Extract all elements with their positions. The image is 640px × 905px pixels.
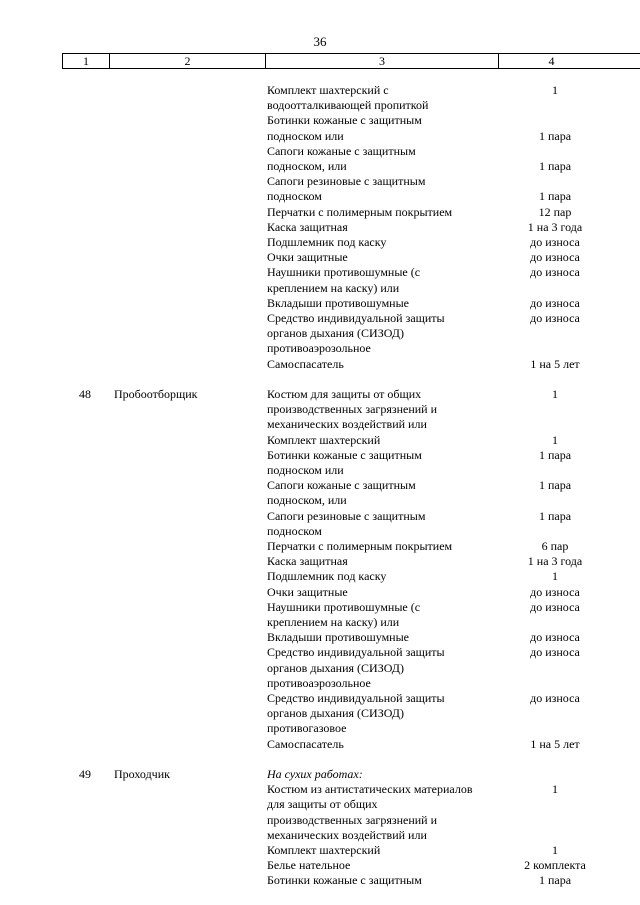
ppe-item-line: Самоспасатель [267, 356, 344, 371]
ppe-item-line: подноском, или [267, 159, 347, 173]
ppe-item-line: подноском или [267, 128, 344, 143]
ppe-quantity: 6 пар [541, 539, 569, 553]
table-header [62, 53, 640, 69]
ppe-item-line: Белье нательное [267, 858, 351, 873]
ppe-item-line: Средство индивидуальной защиты [267, 311, 445, 325]
ppe-quantity: до износа [530, 691, 580, 705]
row-number: 49 [79, 767, 91, 781]
ppe-item-line: для защиты от общих [267, 797, 378, 812]
ppe-item-line: Очки защитные [267, 584, 348, 599]
ppe-quantity: 1 пара [538, 873, 572, 888]
ppe-item-line: Ботинки кожаные с защитным [267, 873, 422, 888]
ppe-item-line: производственных загрязнений и [267, 812, 438, 827]
ppe-quantity: 1 [552, 569, 558, 584]
ppe-quantity: 1 [552, 782, 558, 797]
ppe-item-line: Сапоги резиновые с защитным [267, 508, 426, 523]
row-number: 48 [79, 387, 91, 401]
ppe-quantity: 1 [552, 432, 558, 447]
profession-name: Проходчик [114, 767, 170, 781]
ppe-quantity: до износа [530, 599, 580, 614]
ppe-quantity: до износа [530, 235, 580, 249]
ppe-quantity: 1 пара [538, 159, 572, 173]
ppe-quantity: 12 пар [538, 204, 572, 219]
ppe-item-line: Каска защитная [267, 554, 348, 569]
ppe-quantity: 2 комплекта [524, 858, 586, 873]
ppe-item-line: органов дыхания (СИЗОД) [267, 326, 404, 341]
ppe-quantity: до износа [530, 630, 580, 645]
ppe-item-line: Сапоги кожаные с защитным [267, 478, 416, 493]
ppe-item-line: Средство индивидуальной защиты [267, 645, 445, 660]
ppe-item-line: подноском [267, 189, 322, 204]
ppe-item-line: противоаэрозольное [267, 341, 371, 356]
ppe-quantity: 1 на 3 года [527, 219, 583, 234]
ppe-item-line: Комплект шахтерский [267, 843, 381, 857]
ppe-item-line: Сапоги кожаные с защитным [267, 143, 416, 158]
ppe-item-line: механических воздействий или [267, 827, 427, 842]
ppe-quantity: 1 [552, 387, 558, 401]
ppe-quantity: 1 на 5 лет [530, 356, 580, 371]
ppe-item-line: Очки защитные [267, 250, 348, 265]
ppe-item-line: Перчатки с полимерным покрытием [267, 539, 453, 553]
ppe-quantity: до износа [530, 250, 580, 265]
ppe-quantity: 1 пара [538, 478, 572, 493]
ppe-item-line: Подшлемник под каску [267, 235, 387, 249]
ppe-item-line: Каска защитная [267, 219, 348, 234]
header-col-4: 4 [548, 54, 555, 68]
ppe-quantity: 1 пара [538, 189, 572, 204]
ppe-item-line: Комплект шахтерский с [267, 83, 389, 97]
ppe-item-line: Сапоги резиновые с защитным [267, 174, 426, 189]
ppe-item-line: Перчатки с полимерным покрытием [267, 204, 453, 219]
ppe-item-line: На сухих работах: [267, 767, 363, 781]
ppe-item-line: подноском [267, 523, 322, 538]
ppe-quantity: до износа [530, 645, 580, 660]
ppe-item-line: Вкладыши противошумные [267, 295, 409, 310]
ppe-item-line: органов дыхания (СИЗОД) [267, 706, 404, 721]
ppe-item-line: Костюм из антистатических материалов [267, 782, 473, 797]
ppe-quantity: 1 [552, 843, 558, 857]
ppe-item-line: Вкладыши противошумные [267, 630, 409, 645]
ppe-item-line: креплением на каску) или [267, 280, 400, 295]
ppe-quantity: до износа [530, 311, 580, 325]
ppe-item-line: водоотталкивающей пропиткой [267, 98, 429, 113]
ppe-item-line: Наушники противошумные (с [267, 265, 421, 280]
ppe-item-line: Самоспасатель [267, 736, 344, 751]
header-col-1: 1 [83, 54, 89, 68]
header-col-3: 3 [379, 54, 385, 68]
ppe-quantity: до износа [530, 584, 580, 599]
ppe-quantity: до износа [530, 295, 580, 310]
ppe-item-line: креплением на каску) или [267, 615, 400, 629]
ppe-quantity: 1 пара [538, 508, 572, 523]
ppe-item-line: подноском или [267, 463, 344, 477]
ppe-quantity: 1 пара [538, 128, 572, 143]
ppe-quantity: 1 пара [538, 447, 572, 462]
ppe-quantity: до износа [530, 265, 580, 280]
ppe-item-line: подноском, или [267, 493, 347, 508]
ppe-item-line: Подшлемник под каску [267, 569, 387, 584]
profession-name: Пробоотборщик [114, 387, 198, 401]
ppe-item-line: противоаэрозольное [267, 675, 371, 690]
ppe-item-line: механических воздействий или [267, 417, 427, 432]
ppe-item-line: Комплект шахтерский [267, 432, 381, 447]
page-number: 36 [313, 34, 327, 49]
ppe-quantity: 1 на 3 года [527, 554, 583, 569]
ppe-item-line: производственных загрязнений и [267, 402, 438, 417]
ppe-item-line: Ботинки кожаные с защитным [267, 447, 422, 462]
ppe-item-line: Ботинки кожаные с защитным [267, 113, 422, 128]
ppe-item-line: Костюм для защиты от общих [267, 387, 422, 401]
ppe-item-line: органов дыхания (СИЗОД) [267, 660, 404, 675]
header-col-2: 2 [184, 54, 191, 68]
ppe-item-line: Средство индивидуальной защиты [267, 691, 445, 705]
ppe-item-line: противогазовое [267, 721, 347, 736]
ppe-quantity: 1 на 5 лет [530, 736, 580, 751]
ppe-item-line: Наушники противошумные (с [267, 599, 421, 614]
ppe-quantity: 1 [552, 83, 558, 97]
